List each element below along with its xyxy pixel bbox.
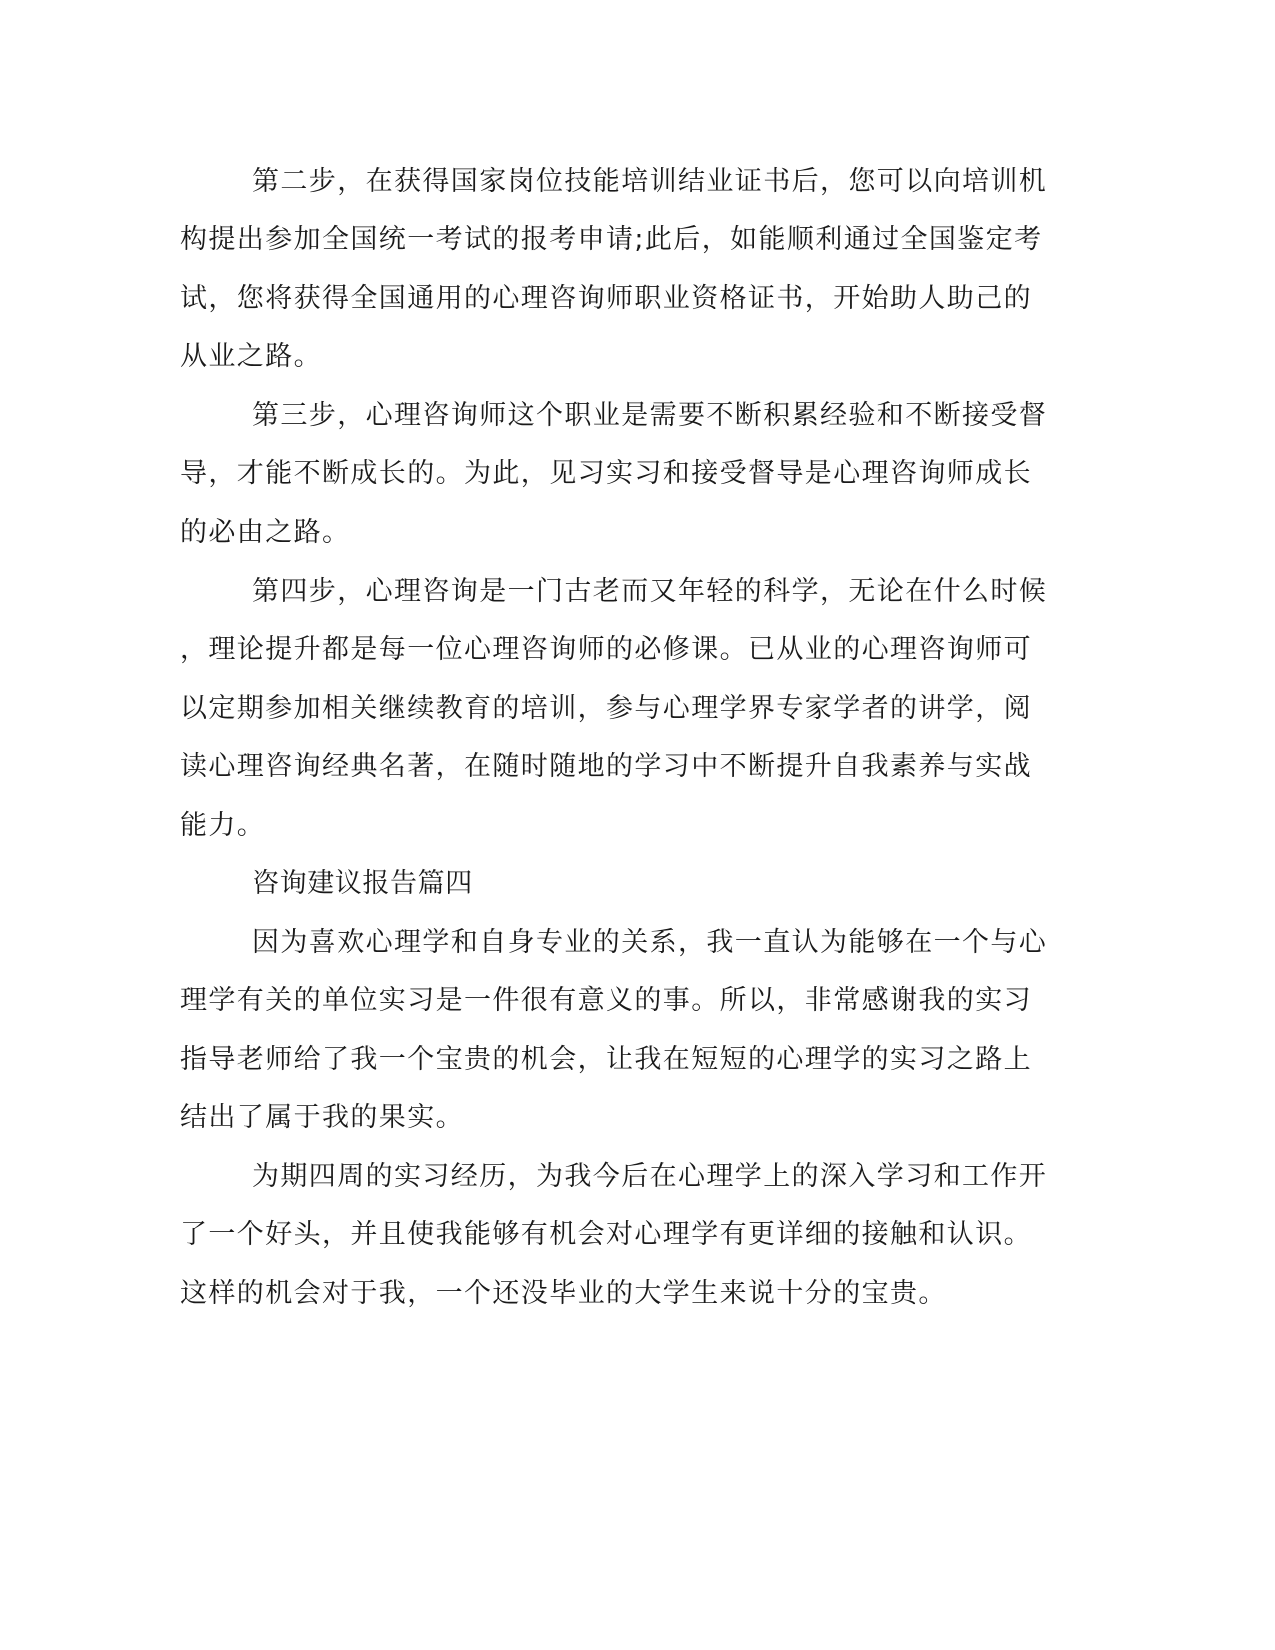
text-line: ，理论提升都是每一位心理咨询师的必修课。已从业的心理咨询师可: [180, 634, 1032, 665]
section-heading: 咨询建议报告篇四: [252, 868, 473, 899]
text-line: 导，才能不断成长的。为此，见习实习和接受督导是心理咨询师成长: [180, 458, 1032, 489]
text-line: 试，您将获得全国通用的心理咨询师职业资格证书，开始助人助己的: [180, 283, 1032, 314]
text-line: 这样的机会对于我，一个还没毕业的大学生来说十分的宝贵。: [180, 1278, 947, 1309]
text-line: 理学有关的单位实习是一件很有意义的事。所以，非常感谢我的实习: [180, 985, 1032, 1016]
text-line: 为期四周的实习经历，为我今后在心理学上的深入学习和工作开: [252, 1161, 1048, 1192]
text-line: 构提出参加全国统一考试的报考申请;此后，如能顺利通过全国鉴定考: [180, 224, 1043, 255]
text-line: 能力。: [180, 810, 266, 841]
text-line: 的必由之路。: [180, 517, 351, 548]
text-line: 因为喜欢心理学和自身专业的关系，我一直认为能够在一个与心: [252, 927, 1048, 958]
text-line: 从业之路。: [180, 341, 322, 372]
text-line: 以定期参加相关继续教育的培训，参与心理学界专家学者的讲学，阅: [180, 693, 1032, 724]
text-line: 第三步，心理咨询师这个职业是需要不断积累经验和不断接受督: [252, 400, 1048, 431]
text-line: 结出了属于我的果实。: [180, 1102, 464, 1133]
text-line: 第二步，在获得国家岗位技能培训结业证书后，您可以向培训机: [252, 166, 1048, 197]
text-line: 了一个好头，并且使我能够有机会对心理学有更详细的接触和认识。: [180, 1219, 1032, 1250]
text-line: 第四步，心理咨询是一门古老而又年轻的科学，无论在什么时候: [252, 576, 1048, 607]
text-line: 指导老师给了我一个宝贵的机会，让我在短短的心理学的实习之路上: [180, 1044, 1032, 1075]
text-line: 读心理咨询经典名著，在随时随地的学习中不断提升自我素养与实战: [180, 751, 1032, 782]
